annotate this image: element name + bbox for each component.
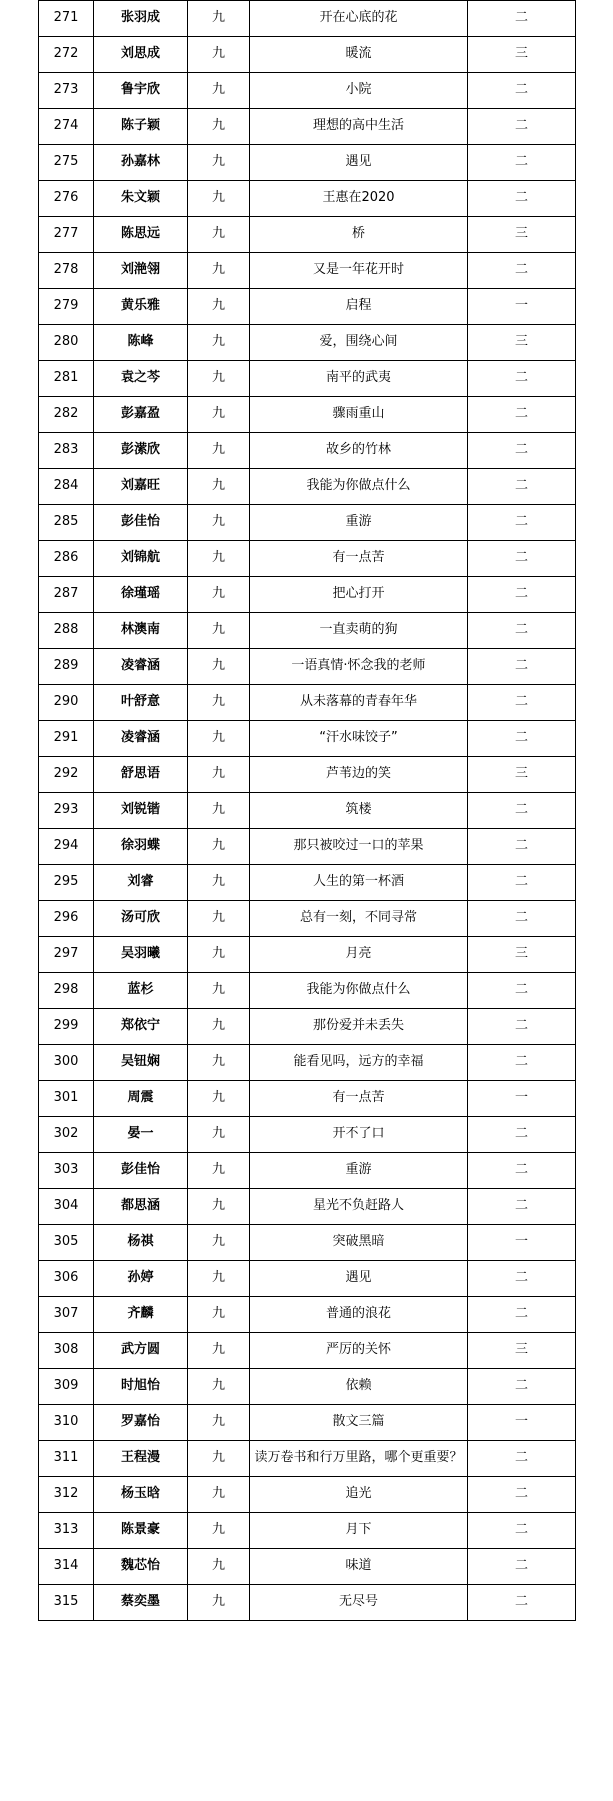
table-row: [39, 1369, 576, 1405]
cell-score: 二: [468, 721, 576, 757]
cell-id: 275: [39, 145, 94, 181]
cell-name: 吴羽曦: [94, 937, 188, 973]
cell-grade: 九: [188, 865, 250, 901]
cell-id: 298: [39, 973, 94, 1009]
cell-name: 刘嘉旺: [94, 469, 188, 505]
table-row: [39, 145, 576, 181]
cell-name: 张羽成: [94, 1, 188, 37]
cell-score: 二: [468, 1261, 576, 1297]
cell-id: 288: [39, 613, 94, 649]
cell-id: 300: [39, 1045, 94, 1081]
cell-id: 276: [39, 181, 94, 217]
cell-name: 晏一: [94, 1117, 188, 1153]
table-row: [39, 649, 576, 685]
cell-score: 一: [468, 1225, 576, 1261]
cell-score: 三: [468, 325, 576, 361]
cell-id: 312: [39, 1477, 94, 1513]
cell-grade: 九: [188, 1045, 250, 1081]
cell-grade: 九: [188, 1405, 250, 1441]
cell-name: 黄乐雅: [94, 289, 188, 325]
cell-title: 启程: [250, 289, 468, 325]
cell-title: 重游: [250, 505, 468, 541]
cell-title: 芦苇边的笑: [250, 757, 468, 793]
cell-name: 齐麟: [94, 1297, 188, 1333]
cell-grade: 九: [188, 1, 250, 37]
cell-name: 杨玉晗: [94, 1477, 188, 1513]
cell-grade: 九: [188, 217, 250, 253]
table-row: [39, 541, 576, 577]
cell-title: 读万卷书和行万里路，哪个更重要？: [250, 1441, 468, 1477]
cell-id: 280: [39, 325, 94, 361]
cell-name: 时旭怡: [94, 1369, 188, 1405]
cell-title: 总有一刻，不同寻常: [250, 901, 468, 937]
cell-score: 二: [468, 1513, 576, 1549]
cell-score: 二: [468, 649, 576, 685]
table-row: [39, 181, 576, 217]
cell-title: 开在心底的花: [250, 1, 468, 37]
cell-title: 那只被咬过一口的苹果: [250, 829, 468, 865]
cell-name: 朱文颖: [94, 181, 188, 217]
cell-id: 282: [39, 397, 94, 433]
table-row: [39, 1405, 576, 1441]
cell-grade: 九: [188, 613, 250, 649]
cell-score: 二: [468, 469, 576, 505]
cell-name: 罗嘉怡: [94, 1405, 188, 1441]
cell-grade: 九: [188, 901, 250, 937]
cell-score: 二: [468, 973, 576, 1009]
cell-name: 汤可欣: [94, 901, 188, 937]
cell-title: 重游: [250, 1153, 468, 1189]
table-row: [39, 829, 576, 865]
cell-name: 叶舒意: [94, 685, 188, 721]
cell-id: 284: [39, 469, 94, 505]
table-row: [39, 289, 576, 325]
cell-title: 我能为你做点什么: [250, 973, 468, 1009]
cell-score: 二: [468, 793, 576, 829]
table-row: [39, 721, 576, 757]
cell-score: 二: [468, 685, 576, 721]
cell-title: 月下: [250, 1513, 468, 1549]
table-row: [39, 1009, 576, 1045]
cell-score: 二: [468, 613, 576, 649]
cell-grade: 九: [188, 1153, 250, 1189]
cell-id: 289: [39, 649, 94, 685]
cell-id: 307: [39, 1297, 94, 1333]
cell-score: 二: [468, 1153, 576, 1189]
cell-id: 291: [39, 721, 94, 757]
cell-score: 二: [468, 901, 576, 937]
cell-grade: 九: [188, 1081, 250, 1117]
cell-name: 刘锦航: [94, 541, 188, 577]
cell-grade: 九: [188, 145, 250, 181]
cell-id: 294: [39, 829, 94, 865]
cell-title: 突破黑暗: [250, 1225, 468, 1261]
cell-title: 有一点苦: [250, 1081, 468, 1117]
table-row: [39, 1549, 576, 1585]
cell-grade: 九: [188, 181, 250, 217]
cell-id: 305: [39, 1225, 94, 1261]
cell-grade: 九: [188, 1297, 250, 1333]
cell-title: 遇见: [250, 1261, 468, 1297]
cell-grade: 九: [188, 1009, 250, 1045]
cell-score: 二: [468, 829, 576, 865]
cell-score: 二: [468, 541, 576, 577]
cell-score: 二: [468, 1045, 576, 1081]
cell-id: 313: [39, 1513, 94, 1549]
cell-id: 309: [39, 1369, 94, 1405]
cell-id: 281: [39, 361, 94, 397]
cell-score: 一: [468, 289, 576, 325]
cell-title: 遇见: [250, 145, 468, 181]
cell-grade: 九: [188, 253, 250, 289]
cell-grade: 九: [188, 973, 250, 1009]
cell-score: 二: [468, 865, 576, 901]
cell-score: 三: [468, 37, 576, 73]
cell-score: 二: [468, 1117, 576, 1153]
cell-name: 徐羽蝶: [94, 829, 188, 865]
cell-title: 无尽号: [250, 1585, 468, 1621]
cell-title: 爱，围绕心间: [250, 325, 468, 361]
cell-title: 骤雨重山: [250, 397, 468, 433]
cell-grade: 九: [188, 109, 250, 145]
cell-name: 袁之芩: [94, 361, 188, 397]
cell-grade: 九: [188, 1513, 250, 1549]
cell-title: 南平的武夷: [250, 361, 468, 397]
table-row: [39, 937, 576, 973]
table-row: [39, 361, 576, 397]
cell-name: 孙嘉林: [94, 145, 188, 181]
cell-grade: 九: [188, 73, 250, 109]
cell-score: 二: [468, 1585, 576, 1621]
cell-grade: 九: [188, 325, 250, 361]
cell-grade: 九: [188, 1585, 250, 1621]
cell-name: 王程漫: [94, 1441, 188, 1477]
table-row: [39, 325, 576, 361]
cell-grade: 九: [188, 649, 250, 685]
table-row: [39, 1333, 576, 1369]
table-row: [39, 73, 576, 109]
cell-id: 277: [39, 217, 94, 253]
cell-score: 二: [468, 1189, 576, 1225]
cell-score: 一: [468, 1081, 576, 1117]
cell-id: 283: [39, 433, 94, 469]
cell-name: 刘思成: [94, 37, 188, 73]
cell-grade: 九: [188, 1117, 250, 1153]
table-row: [39, 757, 576, 793]
cell-grade: 九: [188, 757, 250, 793]
cell-score: 二: [468, 361, 576, 397]
table-row: [39, 433, 576, 469]
cell-title: 那份爱并未丢失: [250, 1009, 468, 1045]
cell-score: 二: [468, 253, 576, 289]
cell-id: 297: [39, 937, 94, 973]
cell-title: 一语真情·怀念我的老师: [250, 649, 468, 685]
table-row: [39, 901, 576, 937]
cell-score: 二: [468, 1477, 576, 1513]
cell-score: 二: [468, 181, 576, 217]
cell-name: 魏芯怡: [94, 1549, 188, 1585]
cell-title: 暖流: [250, 37, 468, 73]
cell-name: 鲁宇欣: [94, 73, 188, 109]
cell-name: 舒思语: [94, 757, 188, 793]
table-row: [39, 469, 576, 505]
cell-title: 小院: [250, 73, 468, 109]
table-row: [39, 973, 576, 1009]
cell-title: 能看见吗，远方的幸福: [250, 1045, 468, 1081]
cell-grade: 九: [188, 1225, 250, 1261]
table-row: [39, 109, 576, 145]
cell-title: 王惠在2020: [250, 181, 468, 217]
cell-id: 278: [39, 253, 94, 289]
cell-id: 310: [39, 1405, 94, 1441]
cell-score: 一: [468, 1405, 576, 1441]
cell-name: 刘锐锴: [94, 793, 188, 829]
cell-grade: 九: [188, 433, 250, 469]
table-row: [39, 1153, 576, 1189]
cell-title: 普通的浪花: [250, 1297, 468, 1333]
cell-grade: 九: [188, 37, 250, 73]
cell-score: 二: [468, 109, 576, 145]
cell-grade: 九: [188, 541, 250, 577]
cell-title: 故乡的竹林: [250, 433, 468, 469]
cell-title: 桥: [250, 217, 468, 253]
cell-id: 287: [39, 577, 94, 613]
cell-title: 依赖: [250, 1369, 468, 1405]
cell-score: 三: [468, 937, 576, 973]
cell-score: 二: [468, 433, 576, 469]
cell-title: 散文三篇: [250, 1405, 468, 1441]
cell-id: 274: [39, 109, 94, 145]
cell-id: 299: [39, 1009, 94, 1045]
cell-id: 285: [39, 505, 94, 541]
cell-id: 293: [39, 793, 94, 829]
table-row: [39, 1297, 576, 1333]
table-row: [39, 865, 576, 901]
table-row: [39, 793, 576, 829]
cell-name: 武方圆: [94, 1333, 188, 1369]
cell-grade: 九: [188, 1477, 250, 1513]
cell-id: 292: [39, 757, 94, 793]
cell-id: 315: [39, 1585, 94, 1621]
cell-grade: 九: [188, 829, 250, 865]
table-row: [39, 685, 576, 721]
cell-title: 星光不负赶路人: [250, 1189, 468, 1225]
cell-name: 陈景豪: [94, 1513, 188, 1549]
cell-name: 陈思远: [94, 217, 188, 253]
cell-name: 吴钮娴: [94, 1045, 188, 1081]
table-row: [39, 37, 576, 73]
cell-name: 林澳南: [94, 613, 188, 649]
cell-name: 陈子颖: [94, 109, 188, 145]
cell-title: 从未落幕的青春年华: [250, 685, 468, 721]
cell-grade: 九: [188, 793, 250, 829]
cell-title: 追光: [250, 1477, 468, 1513]
cell-grade: 九: [188, 937, 250, 973]
cell-name: 杨祺: [94, 1225, 188, 1261]
cell-score: 二: [468, 1441, 576, 1477]
table-row: [39, 1, 576, 37]
table-row: [39, 1477, 576, 1513]
cell-name: 蓝杉: [94, 973, 188, 1009]
table-row: [39, 1045, 576, 1081]
cell-title: 人生的第一杯酒: [250, 865, 468, 901]
cell-id: 303: [39, 1153, 94, 1189]
table-row: [39, 253, 576, 289]
cell-name: 刘滟翎: [94, 253, 188, 289]
cell-title: 我能为你做点什么: [250, 469, 468, 505]
table-row: [39, 397, 576, 433]
cell-id: 314: [39, 1549, 94, 1585]
table-row: [39, 1081, 576, 1117]
cell-title: “汗水味饺子”: [250, 721, 468, 757]
cell-grade: 九: [188, 1441, 250, 1477]
table-row: [39, 577, 576, 613]
table-row: [39, 1585, 576, 1621]
cell-score: 二: [468, 577, 576, 613]
cell-title: 味道: [250, 1549, 468, 1585]
cell-name: 彭佳怡: [94, 1153, 188, 1189]
table-row: [39, 1441, 576, 1477]
cell-title: 有一点苦: [250, 541, 468, 577]
cell-score: 二: [468, 1549, 576, 1585]
awards-table: [38, 0, 576, 1621]
table-row: [39, 613, 576, 649]
cell-score: 二: [468, 1297, 576, 1333]
cell-title: 把心打开: [250, 577, 468, 613]
cell-name: 蔡奕墨: [94, 1585, 188, 1621]
cell-id: 296: [39, 901, 94, 937]
cell-grade: 九: [188, 721, 250, 757]
cell-name: 陈峰: [94, 325, 188, 361]
cell-name: 彭佳怡: [94, 505, 188, 541]
cell-score: 二: [468, 1369, 576, 1405]
cell-title: 筑楼: [250, 793, 468, 829]
cell-id: 295: [39, 865, 94, 901]
cell-score: 三: [468, 217, 576, 253]
table-row: [39, 1189, 576, 1225]
cell-id: 271: [39, 1, 94, 37]
table-row: [39, 1513, 576, 1549]
cell-score: 二: [468, 397, 576, 433]
cell-score: 三: [468, 1333, 576, 1369]
cell-grade: 九: [188, 1369, 250, 1405]
cell-id: 304: [39, 1189, 94, 1225]
cell-name: 孙婷: [94, 1261, 188, 1297]
cell-score: 二: [468, 73, 576, 109]
cell-grade: 九: [188, 1549, 250, 1585]
cell-name: 徐瑾瑶: [94, 577, 188, 613]
cell-id: 311: [39, 1441, 94, 1477]
table-row: [39, 1117, 576, 1153]
cell-title: 理想的高中生活: [250, 109, 468, 145]
cell-grade: 九: [188, 1333, 250, 1369]
cell-title: 又是一年花开时: [250, 253, 468, 289]
table-body: [39, 1, 576, 1621]
cell-id: 308: [39, 1333, 94, 1369]
cell-score: 二: [468, 1009, 576, 1045]
cell-grade: 九: [188, 1189, 250, 1225]
table-row: [39, 217, 576, 253]
cell-name: 凌睿涵: [94, 649, 188, 685]
cell-id: 272: [39, 37, 94, 73]
cell-score: 二: [468, 505, 576, 541]
cell-score: 三: [468, 757, 576, 793]
cell-id: 286: [39, 541, 94, 577]
table-row: [39, 1225, 576, 1261]
cell-grade: 九: [188, 505, 250, 541]
cell-id: 290: [39, 685, 94, 721]
cell-name: 彭潆欣: [94, 433, 188, 469]
cell-title: 开不了口: [250, 1117, 468, 1153]
cell-id: 302: [39, 1117, 94, 1153]
cell-name: 郑依宁: [94, 1009, 188, 1045]
cell-grade: 九: [188, 469, 250, 505]
cell-grade: 九: [188, 361, 250, 397]
cell-name: 彭嘉盈: [94, 397, 188, 433]
cell-name: 凌睿涵: [94, 721, 188, 757]
cell-grade: 九: [188, 685, 250, 721]
cell-id: 273: [39, 73, 94, 109]
table-row: [39, 505, 576, 541]
cell-grade: 九: [188, 397, 250, 433]
cell-grade: 九: [188, 289, 250, 325]
cell-name: 都思涵: [94, 1189, 188, 1225]
cell-score: 二: [468, 145, 576, 181]
cell-name: 刘睿: [94, 865, 188, 901]
cell-score: 二: [468, 1, 576, 37]
cell-id: 301: [39, 1081, 94, 1117]
cell-name: 周震: [94, 1081, 188, 1117]
cell-id: 306: [39, 1261, 94, 1297]
cell-title: 一直卖萌的狗: [250, 613, 468, 649]
cell-title: 月亮: [250, 937, 468, 973]
table-row: [39, 1261, 576, 1297]
cell-grade: 九: [188, 577, 250, 613]
cell-id: 279: [39, 289, 94, 325]
cell-grade: 九: [188, 1261, 250, 1297]
cell-title: 严厉的关怀: [250, 1333, 468, 1369]
